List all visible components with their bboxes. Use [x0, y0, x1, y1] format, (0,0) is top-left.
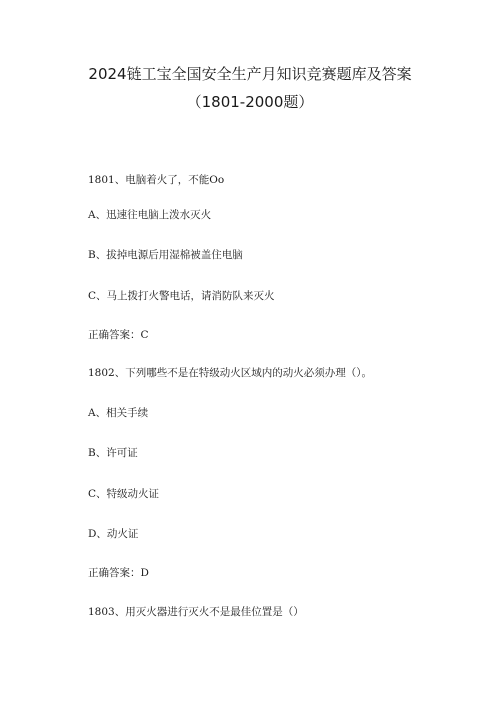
question-1803-stem: 1803、用灭火器进行灭火不是最佳位置是（） [88, 606, 304, 618]
question-1802-option-a: A、相关手续 [88, 407, 149, 419]
document-title-line2: （1801-2000题） [186, 93, 314, 111]
question-1802-answer: 正确答案：D [88, 567, 149, 579]
question-1802-option-d: D、动火证 [88, 528, 139, 540]
question-1801-answer: 正确答案：C [88, 329, 149, 341]
question-1801-option-b: B、拔掉电源后用湿棉被盖住电脑 [88, 249, 243, 261]
document-title-line1: 2024链工宝全国安全生产月知识竞赛题库及答案 [88, 65, 412, 83]
question-1801-option-c: C、马上拨打火警电话，请消防队来灭火 [88, 290, 275, 302]
question-1801-stem: 1801、电脑着火了，不能Oo [88, 174, 225, 186]
question-1802-option-c: C、特级动火证 [88, 488, 160, 500]
question-1801-option-a: A、迅速往电脑上泼水灭火 [88, 209, 212, 221]
question-1802-option-b: B、许可证 [88, 447, 138, 459]
question-1802-stem: 1802、下列哪些不是在特级动火区域内的动火必须办理（）。 [88, 367, 372, 379]
